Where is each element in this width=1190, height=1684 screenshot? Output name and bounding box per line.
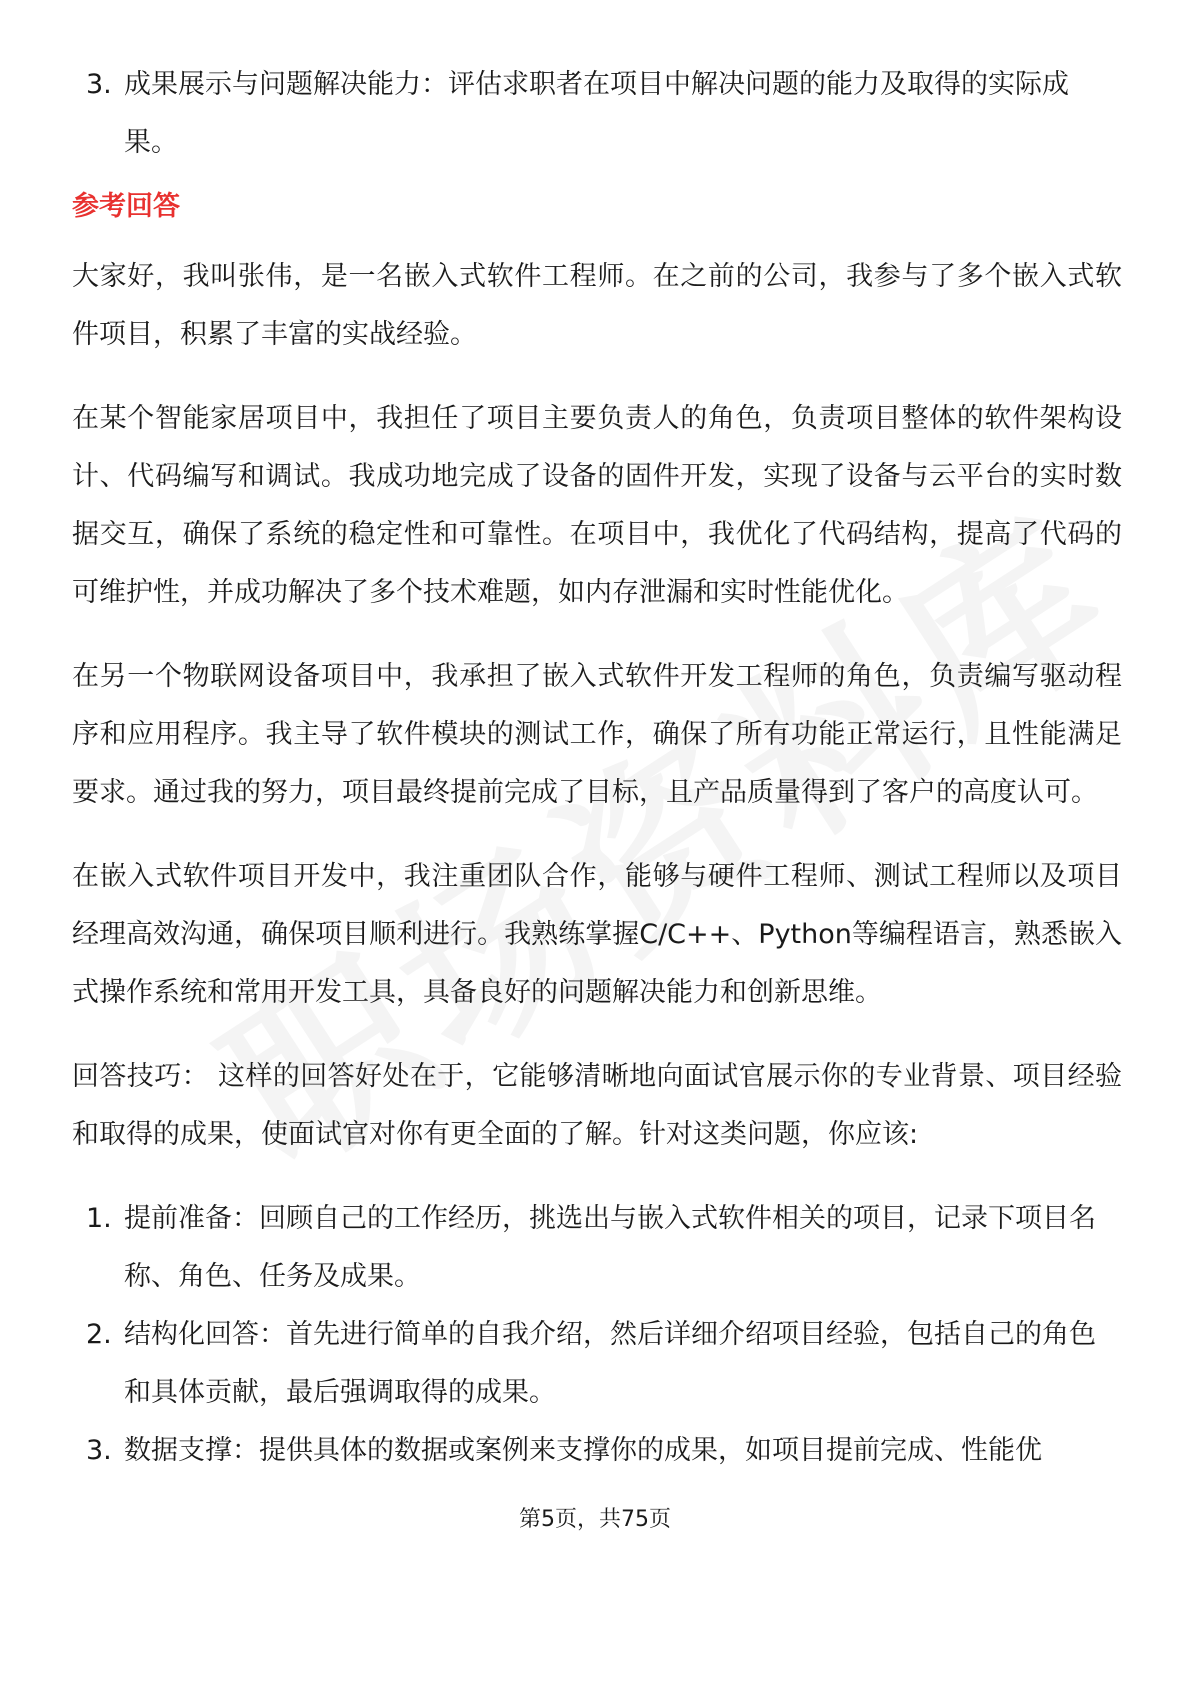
document-body xyxy=(72,56,1122,1480)
list-item-text: 结构化回答：首先进行简单的自我介绍，然后详细介绍项目经验，包括自己的角色和具体贡献，最后强调取得的成果。 xyxy=(124,1319,1096,1408)
list-item xyxy=(72,1306,1122,1422)
criteria-list xyxy=(72,56,1122,172)
list-item-number: 3. xyxy=(86,69,112,100)
list-item-text: 提前准备：回顾自己的工作经历，挑选出与嵌入式软件相关的项目，记录下项目名称、角色、任务及成果。 xyxy=(124,1203,1096,1292)
paragraph-teamwork: 在嵌入式软件项目开发中，我注重团队合作，能够与硬件工程师、测试工程师以及项目经理高效沟通，确保项目顺利进行。我熟练掌握C/C++、Python等编程语言，熟悉嵌入式操作系统和常用开发工具，具备良好的问题解决能力和创新思维。 xyxy=(72,861,1122,1008)
list-item xyxy=(72,1190,1122,1306)
section-heading: 参考回答 xyxy=(72,191,180,222)
paragraph-tips: 回答技巧： 这样的回答好处在于，它能够清晰地向面试官展示你的专业背景、项目经验和取得的成果，使面试官对你有更全面的了解。针对这类问题，你应该: xyxy=(72,1061,1122,1150)
tips-list xyxy=(72,1190,1122,1480)
list-item-text: 数据支撑：提供具体的数据或案例来支撑你的成果，如项目提前完成、性能优 xyxy=(124,1435,1042,1466)
list-item-number: 1. xyxy=(86,1203,112,1234)
list-item-number: 3. xyxy=(86,1435,112,1466)
paragraph-iot: 在另一个物联网设备项目中，我承担了嵌入式软件开发工程师的角色，负责编写驱动程序和应用程序。我主导了软件模块的测试工作，确保了所有功能正常运行，且性能满足要求。通过我的努力，项目最终提前完成了目标，且产品质量得到了客户的高度认可。 xyxy=(72,661,1122,808)
list-item-number: 2. xyxy=(86,1319,112,1350)
paragraph-smart-home: 在某个智能家居项目中，我担任了项目主要负责人的角色，负责项目整体的软件架构设计、代码编写和调试。我成功地完成了设备的固件开发，实现了设备与云平台的实时数据交互，确保了系统的稳定性和可靠性。在项目中，我优化了代码结构，提高了代码的可维护性，并成功解决了多个技术难题，如内存泄漏和实时性能优化。 xyxy=(72,403,1122,608)
list-item xyxy=(72,56,1122,172)
list-item xyxy=(72,1422,1122,1480)
page-number: 第5页，共75页 xyxy=(519,1507,671,1532)
paragraph-intro: 大家好，我叫张伟，是一名嵌入式软件工程师。在之前的公司，我参与了多个嵌入式软件项目，积累了丰富的实战经验。 xyxy=(72,261,1122,350)
list-item-text: 成果展示与问题解决能力：评估求职者在项目中解决问题的能力及取得的实际成果。 xyxy=(124,69,1069,158)
